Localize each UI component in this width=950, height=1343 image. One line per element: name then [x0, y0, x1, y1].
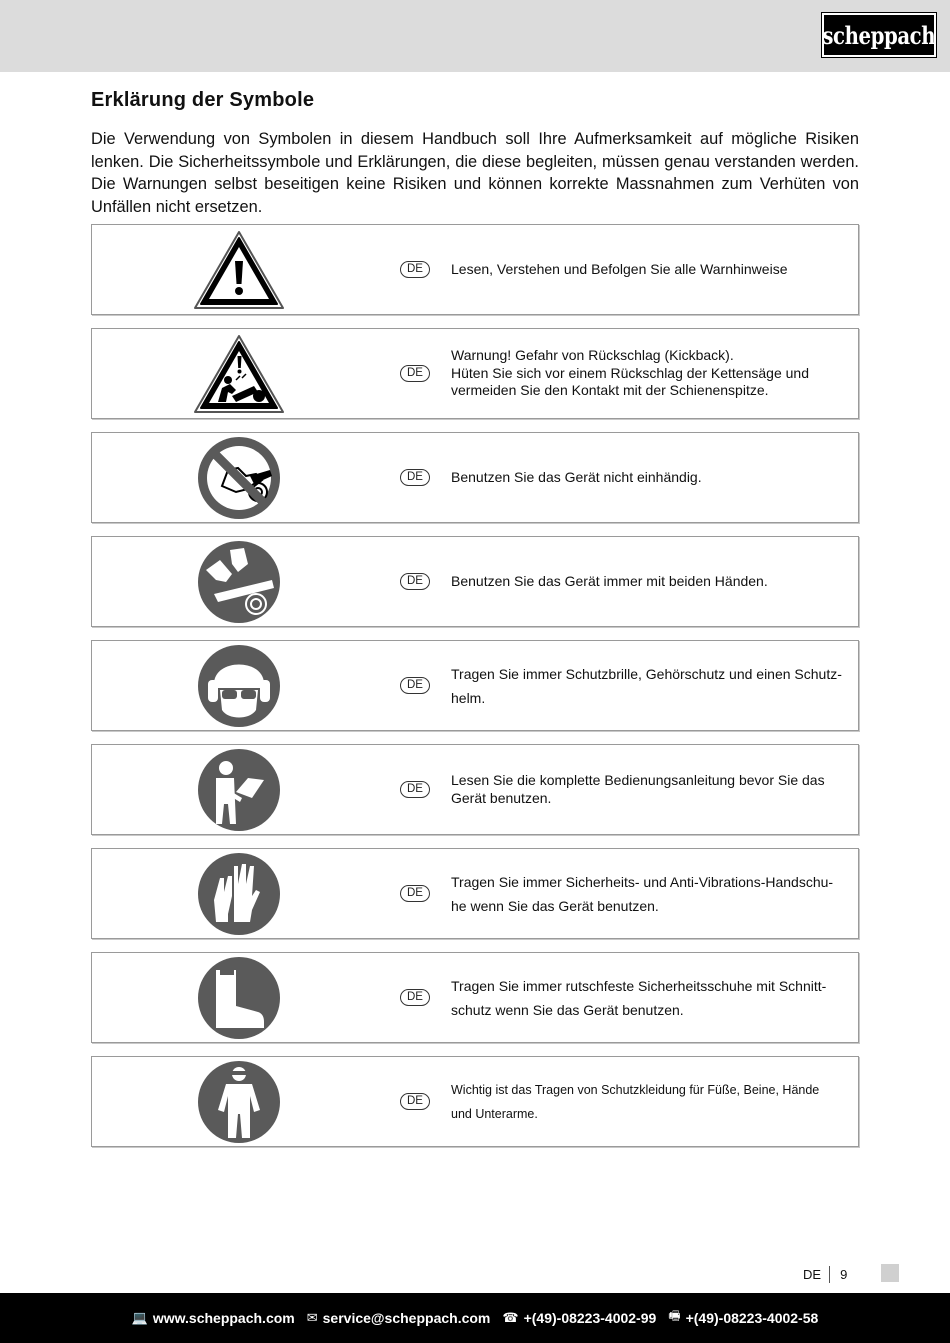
intro-paragraph: Die Verwendung von Symbolen in diesem Handbuch soll Ihre Aufmerksamkeit auf mögliche Risiken lenken. Die Sicherheitssymbole und Erklärungen, die diese begleiten, müssen genau verstanden werden. Die Warnungen selbst beseitigen keine Risiken und können korrekte Massnahmen zum Verhüten von Unfällen nicht ersetzen. — [91, 130, 859, 216]
page-separator — [829, 1266, 830, 1283]
footer-email[interactable]: ✉ service@scheppach.com — [306, 1310, 491, 1326]
symbol-description: Wichtig ist das Tragen von Schutzkleidung für Füße, Beine, Hände und Unterarme. — [451, 1082, 820, 1121]
symbol-description: Warnung! Gefahr von Rückschlag (Kickback). Hüten Sie sich vor einem Rückschlag der Kettensäge und vermeiden Sie den Kontakt mit der Schienenspitze. — [451, 347, 809, 399]
head-protection-icon — [192, 644, 286, 728]
fax-icon: 🖷 — [668, 1308, 681, 1323]
page-language: DE — [803, 1267, 822, 1282]
symbol-description: Tragen Sie immer Sicherheits- und Anti-Vibrations-Handschu- he wenn Sie das Gerät benutzen. — [451, 873, 834, 914]
read-manual-icon — [192, 748, 286, 832]
phone-icon: ☎ — [502, 1310, 519, 1325]
symbol-row — [91, 224, 859, 315]
gloves-icon — [192, 852, 286, 936]
language-badge: DE — [400, 677, 430, 694]
general-warning-icon — [192, 228, 286, 312]
language-badge: DE — [400, 469, 430, 486]
footer-web[interactable]: 💻 www.scheppach.com — [131, 1310, 295, 1326]
footer-bar — [0, 1293, 950, 1343]
mail-icon: ✉ — [306, 1310, 318, 1325]
footer-fax: 🖷 +(49)-08223-4002-58 — [668, 1307, 818, 1329]
symbol-row — [91, 952, 859, 1043]
symbol-description: Benutzen Sie das Gerät nicht einhändig. — [451, 468, 702, 485]
language-badge: DE — [400, 573, 430, 590]
symbol-row — [91, 328, 859, 419]
symbol-description: Lesen Sie die komplette Bedienungsanleitung bevor Sie das Gerät benutzen. — [451, 772, 825, 806]
language-badge: DE — [400, 365, 430, 382]
language-badge: DE — [400, 989, 430, 1006]
language-badge: DE — [400, 781, 430, 798]
protective-clothing-icon — [192, 1060, 286, 1144]
language-badge: DE — [400, 885, 430, 902]
page-number — [803, 1266, 847, 1283]
kickback-warning-icon — [192, 332, 286, 416]
language-badge: DE — [400, 261, 430, 278]
computer-icon: 💻 — [131, 1310, 148, 1325]
two-hands-icon — [192, 540, 286, 624]
symbol-description: Lesen, Verstehen und Befolgen Sie alle Warnhinweise — [451, 260, 788, 277]
page-marker — [881, 1264, 899, 1282]
header-bar — [0, 0, 950, 72]
symbol-row — [91, 744, 859, 835]
symbol-row — [91, 848, 859, 939]
symbol-row — [91, 536, 859, 627]
scheppach-logo: scheppach — [822, 13, 936, 57]
symbol-row — [91, 1056, 859, 1147]
no-one-hand-use-icon — [192, 436, 286, 520]
symbol-description: Benutzen Sie das Gerät immer mit beiden Händen. — [451, 572, 768, 589]
symbol-description: Tragen Sie immer rutschfeste Sicherheitsschuhe mit Schnitt- schutz wenn Sie das Gerät benutzen. — [451, 977, 827, 1018]
page-title: Erklärung der Symbole — [91, 89, 315, 111]
symbol-description: Tragen Sie immer Schutzbrille, Gehörschutz und einen Schutz- helm. — [451, 665, 842, 706]
safety-boots-icon — [192, 956, 286, 1040]
language-badge: DE — [400, 1093, 430, 1110]
footer-phone[interactable]: ☎ +(49)-08223-4002-99 — [502, 1310, 657, 1326]
symbol-row — [91, 432, 859, 523]
symbol-list — [91, 224, 859, 1160]
page-number-value: 9 — [840, 1267, 848, 1282]
symbol-row — [91, 640, 859, 731]
